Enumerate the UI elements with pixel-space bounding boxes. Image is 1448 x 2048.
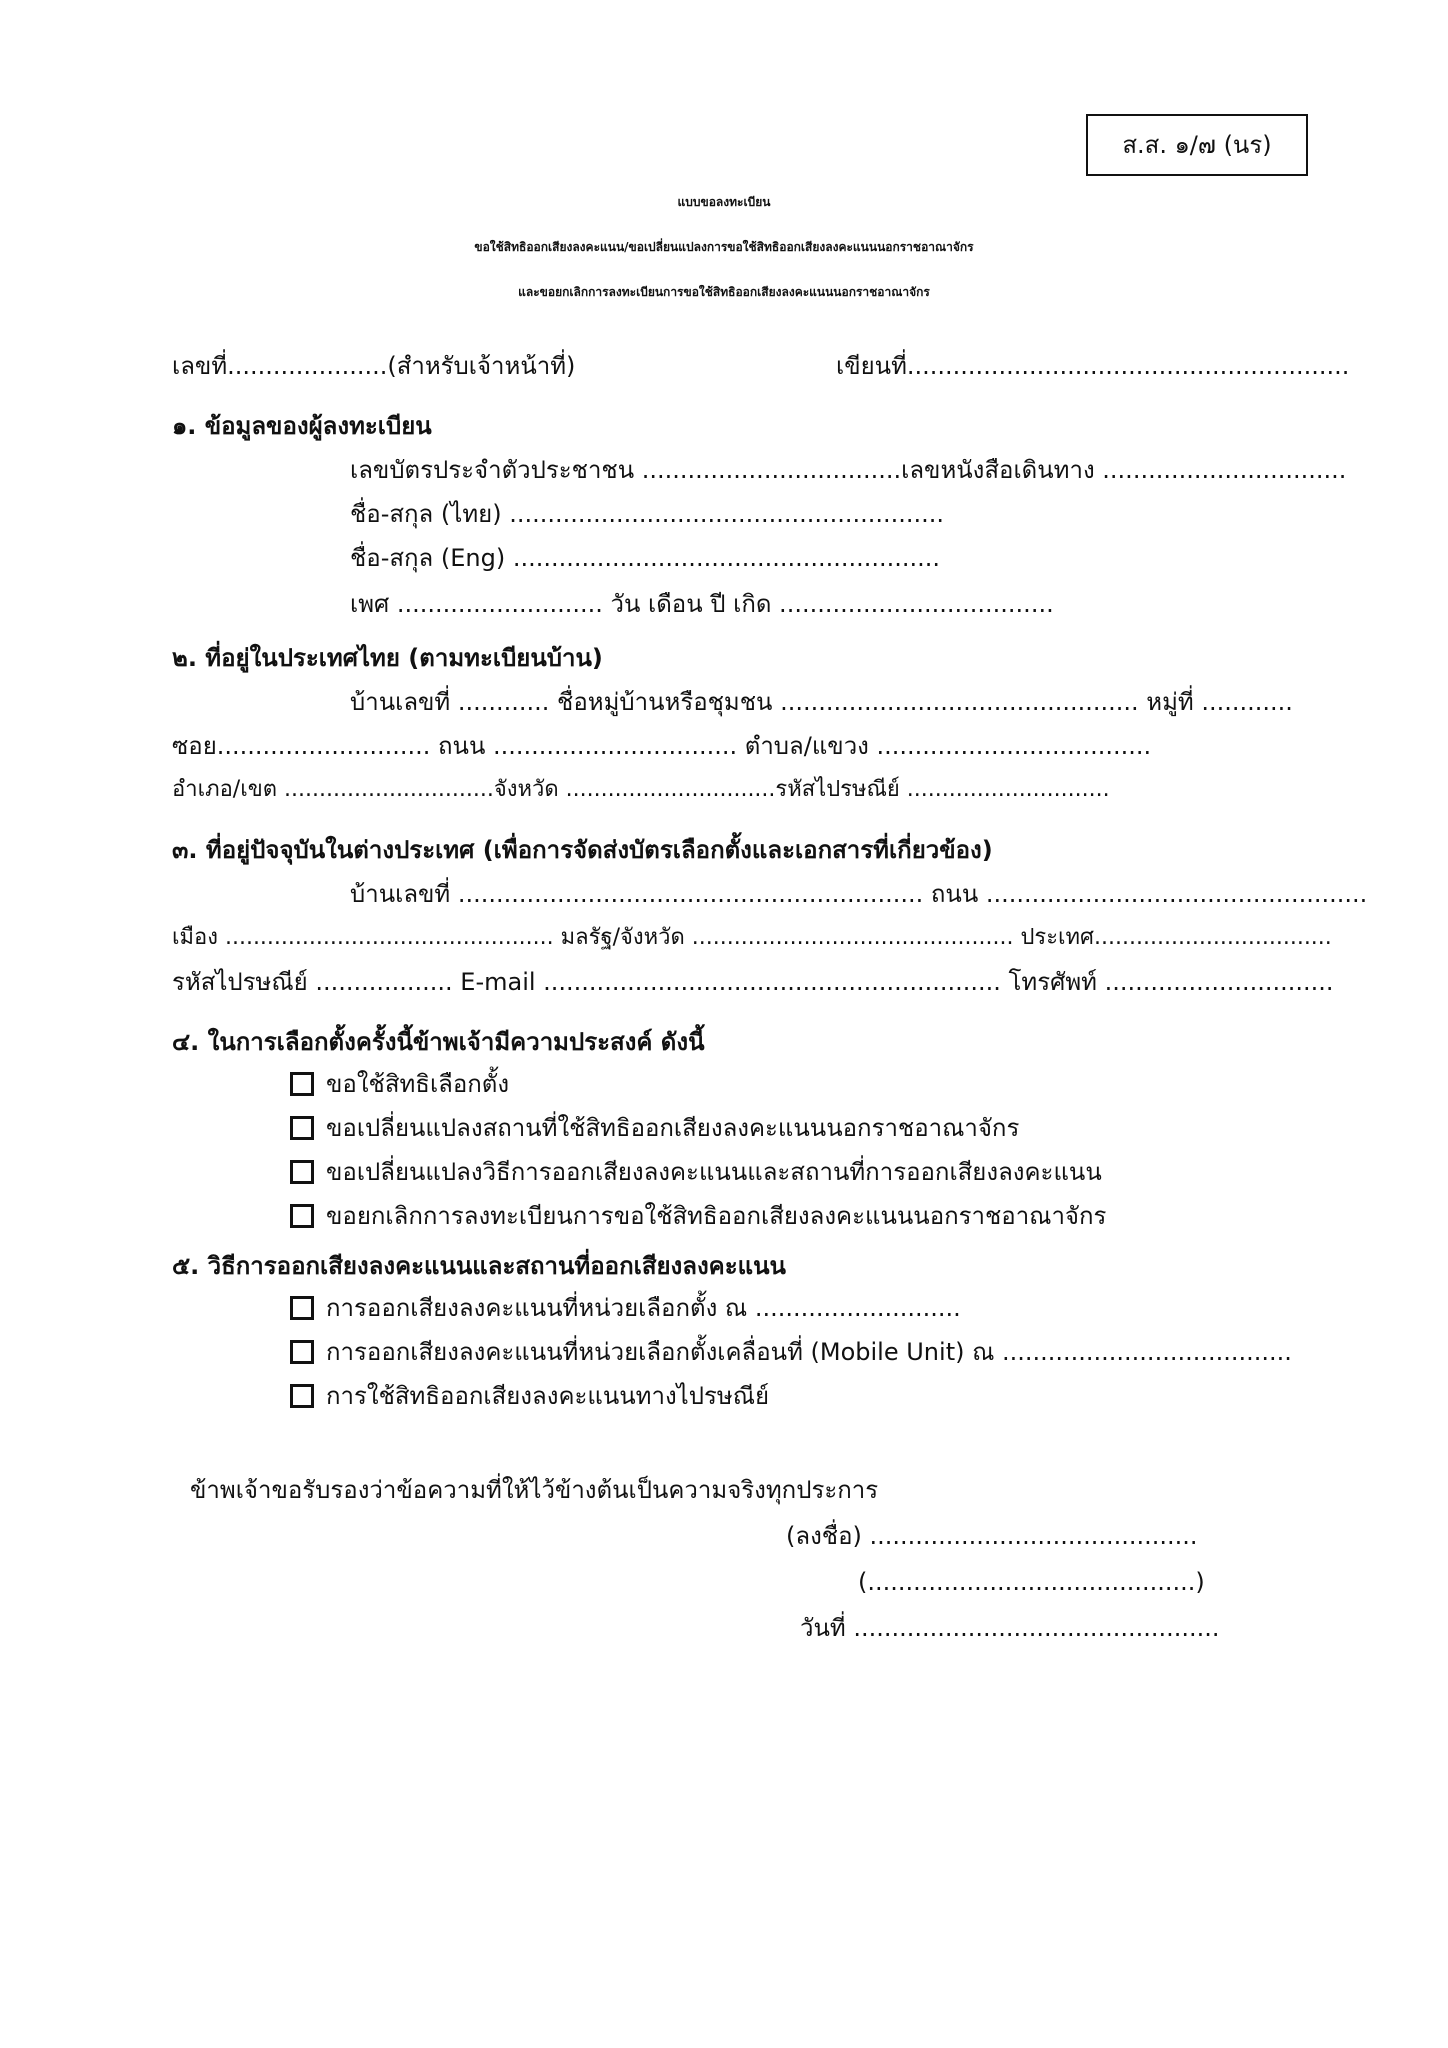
section1-heading: ๑. ข้อมูลของผู้ลงทะเบียน (172, 412, 432, 440)
form-title: แบบขอลงทะเบียน (677, 195, 771, 209)
certification-text: ข้าพเจ้าขอรับรองว่าข้อความที่ให้ไว้ข้างต้นเป็นความจริงทุกประการ (190, 1476, 879, 1504)
option-checkbox[interactable] (290, 1072, 314, 1096)
number-field[interactable]: เลขที่.....................(สำหรับเจ้าหน้าที่) (172, 352, 576, 380)
th-address-line3[interactable]: อำเภอ/เขต ..............................จังหวัด ..............................รหัสไปรษณีย์ ............................. (172, 777, 1110, 802)
form-code-box (1086, 114, 1308, 176)
date-field[interactable]: วันที่ ................................................ (800, 1614, 1220, 1642)
method-label: การออกเสียงลงคะแนนที่หน่วยเลือกตั้งเคลื่อนที่ (Mobile Unit) ณ ...................................... (326, 1338, 1292, 1366)
section5-heading: ๕. วิธีการออกเสียงลงคะแนนและสถานที่ออกเสียงลงคะแนน (172, 1252, 786, 1280)
printed-name-field[interactable]: (...........................................) (858, 1568, 1205, 1596)
form-subtitle-line2: และขอยกเลิกการลงทะเบียนการขอใช้สิทธิออกเสียงลงคะแนนนอกราชอาณาจักร (518, 285, 930, 299)
method-checkbox[interactable] (290, 1296, 314, 1320)
name-eng-field[interactable]: ชื่อ-สกุล (Eng) ........................................................ (350, 544, 941, 572)
abroad-address-line1[interactable]: บ้านเลขที่ ............................................................. ถนน .................................................. (350, 880, 1368, 908)
abroad-address-line3[interactable]: รหัสไปรษณีย์ .................. E-mail ............................................................ โทรศัพท์ .............................. (172, 968, 1334, 996)
option-label: ขอเปลี่ยนแปลงวิธีการออกเสียงลงคะแนนและสถานที่การออกเสียงลงคะแนน (326, 1158, 1102, 1186)
method-checkbox[interactable] (290, 1340, 314, 1364)
form-subtitle-line1: ขอใช้สิทธิออกเสียงลงคะแนน/ขอเปลี่ยนแปลงการขอใช้สิทธิออกเสียงลงคะแนนนอกราชอาณาจักร (474, 240, 974, 254)
section4-heading: ๔. ในการเลือกตั้งครั้งนี้ข้าพเจ้ามีความประสงค์ ดังนี้ (172, 1028, 705, 1056)
section2-heading: ๒. ที่อยู่ในประเทศไทย (ตามทะเบียนบ้าน) (172, 644, 603, 672)
method-label: การใช้สิทธิออกเสียงลงคะแนนทางไปรษณีย์ (326, 1382, 770, 1410)
section3-heading: ๓. ที่อยู่ปัจจุบันในต่างประเทศ (เพื่อการจัดส่งบัตรเลือกตั้งและเอกสารที่เกี่ยวข้อง) (172, 836, 993, 864)
th-address-line2[interactable]: ซอย............................ ถนน ................................ ตำบล/แขวง .................................... (172, 732, 1152, 760)
id-passport-field[interactable]: เลขบัตรประจำตัวประชาชน ..................................เลขหนังสือเดินทาง ................................ (350, 456, 1347, 484)
written-at-field[interactable]: เขียนที่.......................................................... (836, 352, 1350, 380)
sex-birthdate-field[interactable]: เพศ ........................... วัน เดือน ปี เกิด .................................... (350, 590, 1054, 618)
method-checkbox[interactable] (290, 1384, 314, 1408)
method-label: การออกเสียงลงคะแนนที่หน่วยเลือกตั้ง ณ ........................... (326, 1294, 961, 1322)
th-address-line1[interactable]: บ้านเลขที่ ............ ชื่อหมู่บ้านหรือชุมชน ............................................... หมู่ที่ ............ (350, 688, 1293, 716)
option-label: ขอยกเลิกการลงทะเบียนการขอใช้สิทธิออกเสียงลงคะแนนนอกราชอาณาจักร (326, 1202, 1107, 1230)
option-checkbox[interactable] (290, 1204, 314, 1228)
option-checkbox[interactable] (290, 1160, 314, 1184)
form-code: ส.ส. ๑/๗ (นร) (1122, 131, 1272, 159)
signature-field[interactable]: (ลงชื่อ) ........................................... (786, 1522, 1198, 1550)
option-checkbox[interactable] (290, 1116, 314, 1140)
option-label: ขอเปลี่ยนแปลงสถานที่ใช้สิทธิออกเสียงลงคะแนนนอกราชอาณาจักร (326, 1114, 1020, 1142)
abroad-address-line2[interactable]: เมือง ............................................... มลรัฐ/จังหวัด .............................................. ประเทศ.................................. (172, 925, 1332, 950)
name-thai-field[interactable]: ชื่อ-สกุล (ไทย) ......................................................... (350, 500, 945, 528)
option-label: ขอใช้สิทธิเลือกตั้ง (326, 1070, 510, 1098)
